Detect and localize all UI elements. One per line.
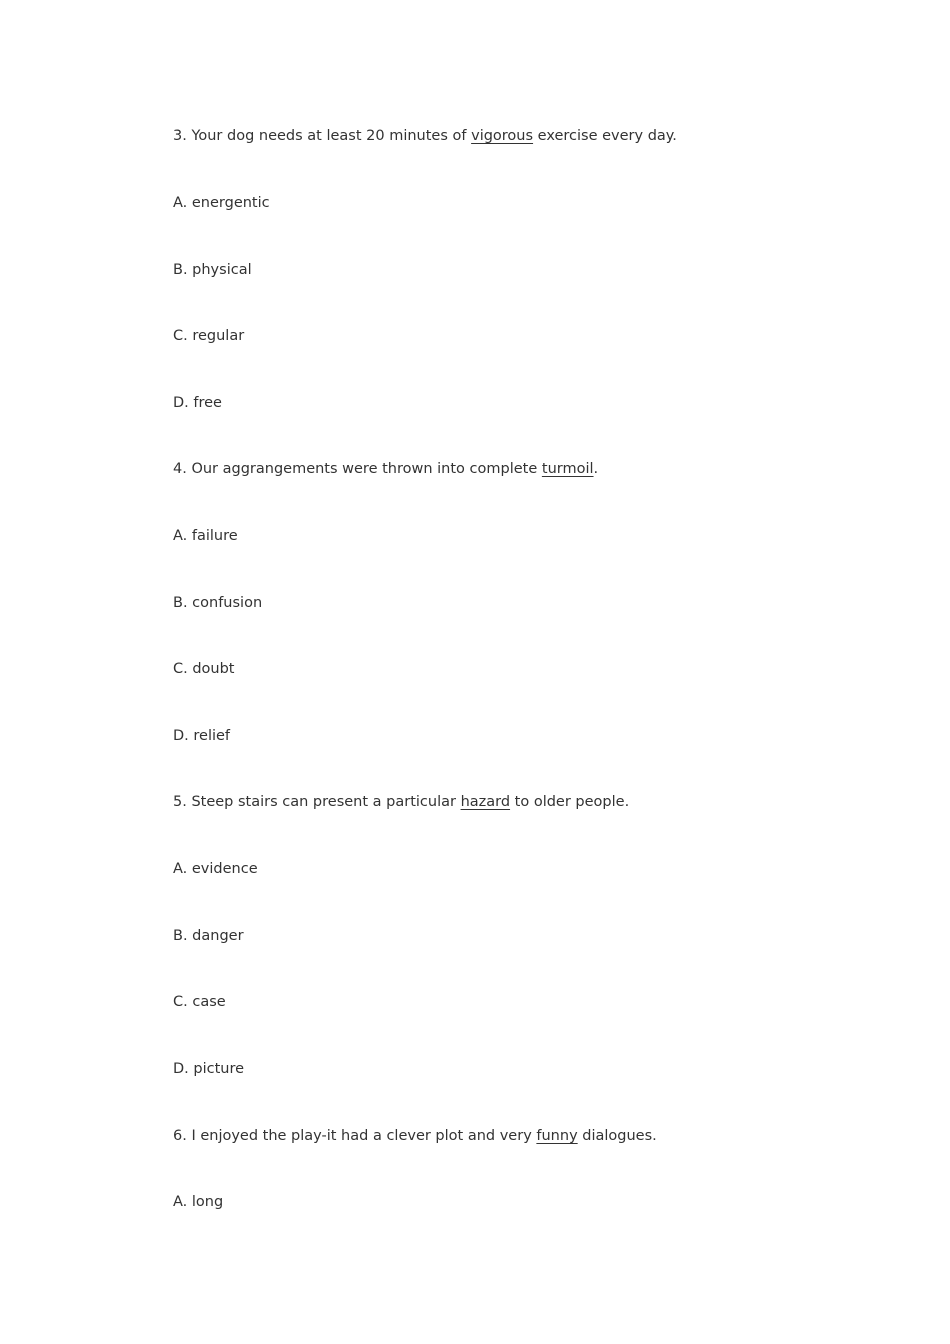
question-4-stem [173,460,598,478]
option-c: C. doubt [173,661,235,677]
question-stem-text: 5. Steep stairs can present a particular [173,794,461,810]
question-stem-text: to older people. [510,794,630,810]
underlined-keyword: funny [536,1128,578,1144]
underlined-keyword: vigorous [471,128,534,144]
option-d: D. free [173,395,222,411]
option-b: B. physical [173,262,252,278]
option-b: B. danger [173,928,244,944]
option-a: A. energentic [173,195,270,211]
question-stem-text: 3. Your dog needs at least 20 minutes of [173,128,472,144]
question-stem-text: 4. Our aggrangements were thrown into complete [173,461,542,477]
option-c: C. case [173,994,226,1010]
question-stem-text: dialogues. [577,1128,657,1144]
question-3-stem [173,127,677,145]
question-stem-text: 6. I enjoyed the play-it had a clever plot and very [173,1128,537,1144]
option-a: A. long [173,1194,224,1210]
option-d: D. picture [173,1061,245,1077]
option-d: D. relief [173,728,231,744]
option-a: A. evidence [173,861,258,877]
question-stem-text: exercise every day. [533,128,677,144]
option-b: B. confusion [173,595,263,611]
option-a: A. failure [173,528,238,544]
question-5-stem [173,793,629,811]
question-stem-text: . [593,461,599,477]
underlined-keyword: turmoil [541,461,594,477]
option-c: C. regular [173,328,245,344]
question-6-stem [173,1127,657,1145]
underlined-keyword: hazard [460,794,511,810]
